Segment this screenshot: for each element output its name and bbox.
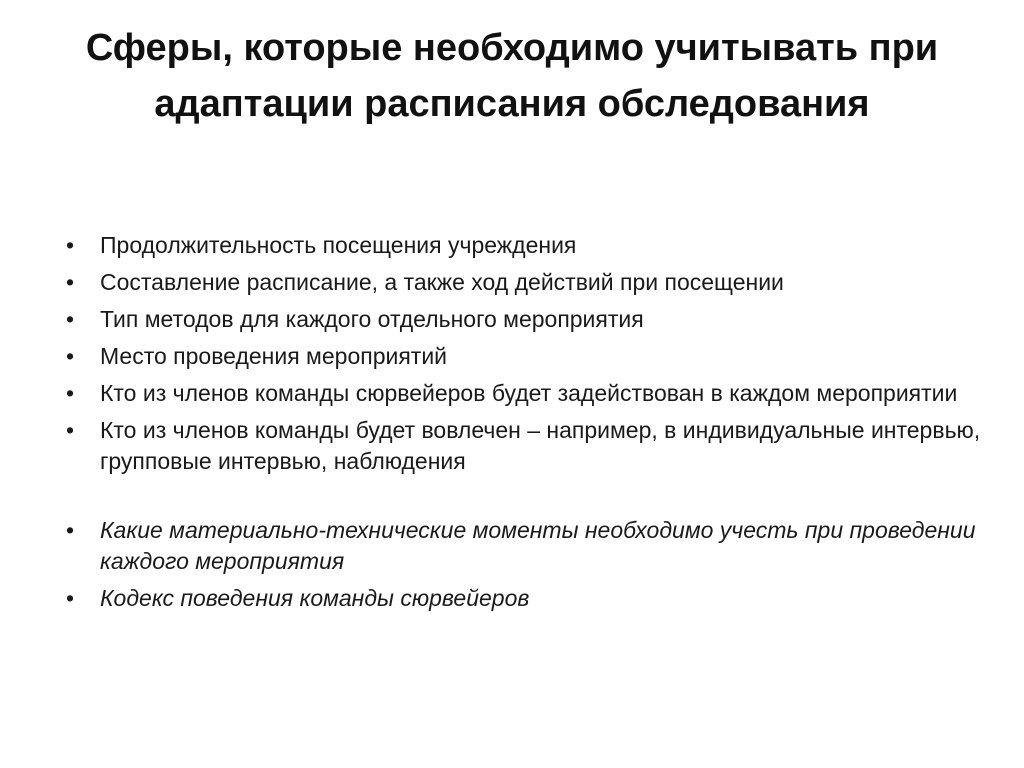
bullet-item-duration: [60, 230, 990, 261]
bullet-list: [60, 230, 990, 620]
bullet-text: Продолжительность посещения учреждения: [100, 232, 577, 258]
bullet-text: Тип методов для каждого отдельного мероприятия: [100, 306, 644, 332]
slide-title: Сферы, которые необходимо учитывать при адаптации расписания обследования: [85, 27, 939, 125]
bullet-item-methods: [60, 304, 990, 335]
bullet-text: Место проведения мероприятий: [100, 343, 448, 369]
bullet-item-surveyor-members: [60, 378, 990, 409]
bullet-text: Составление расписание, а также ход действий при посещении: [100, 269, 784, 295]
bullet-item-team-involvement: [60, 415, 990, 477]
bullet-icon: •: [65, 517, 75, 543]
bullet-text: Какие материально-технические моменты необходимо учесть при проведении каждого мероприятия: [100, 517, 976, 574]
bullet-icon: •: [65, 232, 75, 258]
bullet-icon: •: [65, 269, 75, 295]
bullet-icon: •: [65, 380, 75, 406]
bullet-item-schedule: [60, 267, 990, 298]
bullet-icon: •: [65, 306, 75, 332]
bullet-text: Кто из членов команды будет вовлечен – например, в индивидуальные интервью, групповые интервью, наблюдения: [100, 417, 981, 474]
bullet-text: Кто из членов команды сюрвейеров будет задействован в каждом мероприятии: [100, 380, 958, 406]
bullet-item-code-of-conduct: [60, 583, 990, 614]
bullet-icon: •: [65, 343, 75, 369]
bullet-icon: •: [65, 417, 75, 443]
bullet-item-location: [60, 341, 990, 372]
bullet-text: Кодекс поведения команды сюрвейеров: [100, 585, 530, 611]
bullet-icon: •: [65, 585, 75, 611]
bullet-item-logistics: [60, 515, 990, 577]
